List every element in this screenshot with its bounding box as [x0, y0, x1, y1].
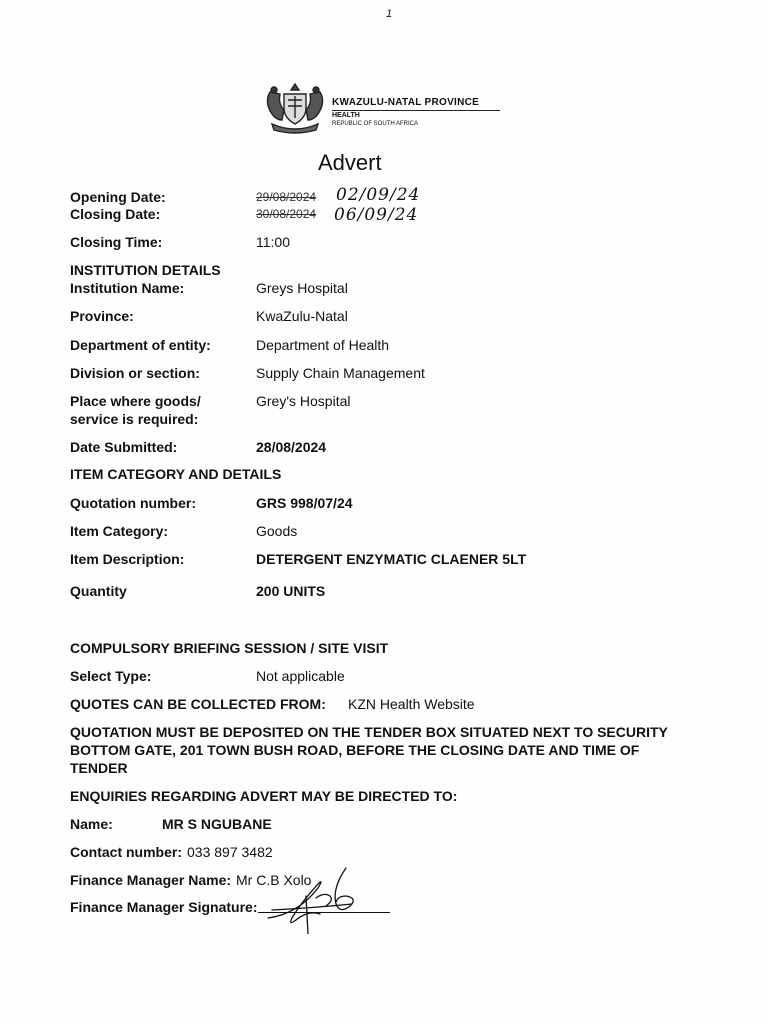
item-category-value: Goods [256, 523, 298, 539]
date-submitted-value: 28/08/2024 [256, 439, 327, 455]
division-value: Supply Chain Management [256, 365, 425, 381]
enquiries-header: ENQUIRIES REGARDING ADVERT MAY BE DIRECTED TO: [70, 788, 458, 804]
opening-date-handwritten: 02/09/24 [336, 185, 421, 205]
opening-date-label: Opening Date: [70, 189, 166, 205]
item-details-header: ITEM CATEGORY AND DETAILS [70, 466, 282, 482]
quantity-value: 200 UNITS [256, 583, 326, 599]
deposit-notice-line3: TENDER [70, 760, 128, 776]
logo-country: REPUBLIC OF SOUTH AFRICA [332, 121, 419, 127]
quotation-number-label: Quotation number: [70, 495, 196, 511]
closing-date-struck: 30/08/2024 [256, 207, 317, 221]
contact-name-value: MR S NGUBANE [162, 816, 272, 832]
briefing-session-header: COMPULSORY BRIEFING SESSION / SITE VISIT [70, 640, 389, 656]
logo-province: KWAZULU-NATAL PROVINCE [332, 97, 480, 108]
select-type-label: Select Type: [70, 668, 152, 684]
place-label-line2: service is required: [70, 411, 199, 427]
quotes-collected-label: QUOTES CAN BE COLLECTED FROM: [70, 696, 326, 712]
quotation-number-value: GRS 998/07/24 [256, 495, 353, 511]
item-description-label: Item Description: [70, 551, 185, 567]
place-value: Grey's Hospital [256, 393, 351, 409]
quantity-label: Quantity [70, 583, 127, 599]
handwritten-signature [258, 860, 388, 934]
date-submitted-label: Date Submitted: [70, 439, 178, 455]
finance-manager-label: Finance Manager Name: [70, 872, 232, 888]
logo-divider [332, 110, 500, 111]
select-type-value: Not applicable [256, 668, 345, 684]
contact-number-value: 033 897 3482 [187, 844, 273, 860]
institution-details-header: INSTITUTION DETAILS [70, 262, 221, 278]
closing-date-label: Closing Date: [70, 206, 161, 222]
contact-number-label: Contact number: [70, 844, 182, 860]
place-label-line1: Place where goods/ [70, 393, 201, 409]
contact-name-label: Name: [70, 816, 113, 832]
finance-manager-value: Mr C.B Xolo [236, 872, 312, 888]
department-label: Department of entity: [70, 337, 211, 353]
quotes-collected-value: KZN Health Website [348, 696, 475, 712]
closing-time-label: Closing Time: [70, 234, 163, 250]
deposit-notice-line2: BOTTOM GATE, 201 TOWN BUSH ROAD, BEFORE THE CLOSING DATE AND TIME OF [70, 742, 640, 758]
division-label: Division or section: [70, 365, 200, 381]
coat-of-arms-logo [262, 78, 328, 136]
closing-time-value: 11:00 [256, 234, 290, 250]
item-description-value: DETERGENT ENZYMATIC CLAENER 5LT [256, 551, 527, 567]
page-mark: 1 [386, 8, 393, 20]
closing-date-handwritten: 06/09/24 [334, 205, 419, 225]
page-title: Advert [318, 150, 382, 175]
institution-name-value: Greys Hospital [256, 280, 348, 296]
institution-name-label: Institution Name: [70, 280, 185, 296]
province-value: KwaZulu-Natal [256, 308, 348, 324]
item-category-label: Item Category: [70, 523, 169, 539]
opening-date-struck: 29/08/2024 [256, 190, 317, 204]
department-value: Department of Health [256, 337, 390, 353]
logo-department: HEALTH [332, 112, 360, 119]
deposit-notice-line1: QUOTATION MUST BE DEPOSITED ON THE TENDER BOX SITUATED NEXT TO SECURITY [70, 724, 668, 740]
signature-label: Finance Manager Signature: [70, 899, 258, 915]
province-label: Province: [70, 308, 134, 324]
